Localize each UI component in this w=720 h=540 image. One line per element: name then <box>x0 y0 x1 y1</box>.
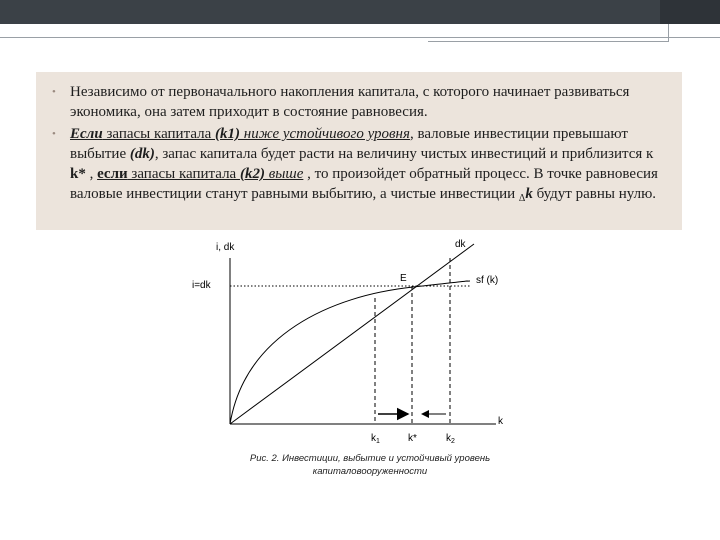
bullet-marker: • <box>52 128 56 140</box>
text-above: выше <box>264 166 304 182</box>
text-part: , то произойдет обратный процесс. В точке равновесия валовые инвестиции станут равными выбытию, а чистые инвестиции <box>70 166 658 202</box>
caption-line-2: капиталовооруженности <box>312 466 428 477</box>
text-part: будут равны нулю. <box>532 186 657 202</box>
caption-line-1: Рис. 2. Инвестиции, выбытие и устойчивый уровень <box>249 453 491 464</box>
equality-label: i=dk <box>192 280 211 291</box>
dk-line-label: dk <box>455 239 466 250</box>
curve-label: sf (k) <box>476 275 499 286</box>
text-part: запасы капитала <box>127 166 240 182</box>
x-axis-label: k <box>498 416 503 427</box>
savings-curve <box>230 281 470 424</box>
text-k: k <box>525 186 533 202</box>
text-if: Если <box>70 126 103 142</box>
text-kstar: k* <box>70 166 86 182</box>
paragraph-1: Независимо от первоначального накопления капитала, с которого начинает развиваться экономика, она затем приходит в состояние равновесия. <box>70 84 630 120</box>
text-part: , <box>85 166 98 182</box>
text-part: , валовые инвестиции превышают выбытие <box>70 126 628 162</box>
figure-caption <box>210 452 530 478</box>
text-if-2: если <box>97 166 128 182</box>
tick-k1: $k_1$ <box>371 433 380 445</box>
tick-k2: $k_2$ <box>446 433 455 445</box>
depreciation-line <box>230 244 474 424</box>
text-dk: (dk) <box>129 146 155 162</box>
y-axis-label: i, dk <box>216 242 235 253</box>
text-k2: (k2) <box>239 166 265 182</box>
text-below-steady: ниже устойчивого уровня <box>240 126 410 142</box>
text-delta: Δ <box>518 193 526 204</box>
text-k1: (k1) <box>215 126 241 142</box>
bullet-marker: • <box>52 86 56 98</box>
text-part: запасы капитала <box>102 126 216 142</box>
tick-kstar: k* <box>408 433 417 444</box>
equilibrium-point-label: E <box>400 273 407 284</box>
text-part: , запас капитала будет расти на величину чистых инвестиций и приблизится к <box>154 146 654 162</box>
